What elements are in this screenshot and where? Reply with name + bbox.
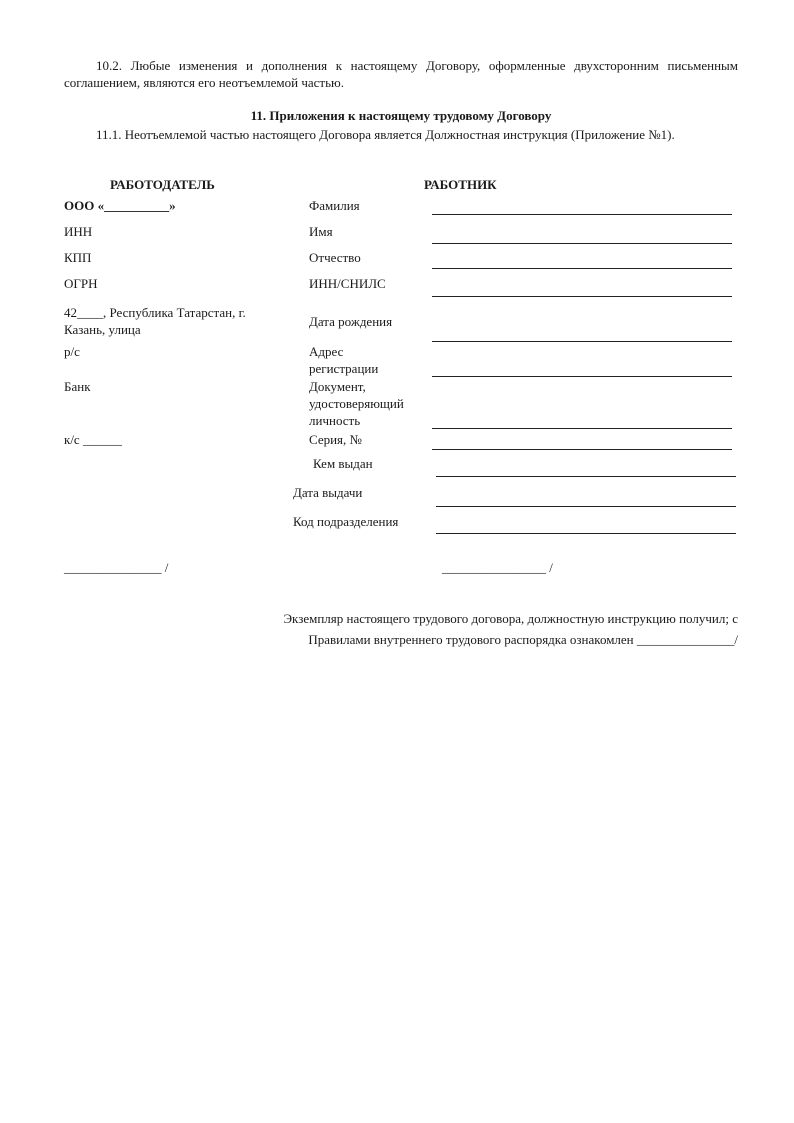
label-id-doc-line1: Документ,: [309, 379, 366, 394]
clause-11-1: 11.1. Неотъемлемой частью настоящего Договора является Должностная инструкция (Приложение №1).: [96, 127, 675, 142]
employer-ogrn: ОГРН: [64, 276, 98, 291]
employer-kpp: КПП: [64, 250, 92, 265]
fill-line-issue-date: [436, 506, 736, 507]
fill-line-patronymic: [432, 268, 732, 269]
employer-address-line2: Казань, улица: [64, 322, 141, 337]
label-reg-address-line1: Адрес: [309, 344, 344, 359]
employee-signature: ________________ /: [442, 560, 553, 575]
label-series-number: Серия, №: [309, 432, 362, 447]
fill-line-reg-address: [432, 376, 732, 377]
employee-heading: РАБОТНИК: [424, 177, 497, 192]
fill-line-surname: [432, 214, 732, 215]
fill-line-id-doc: [432, 428, 732, 429]
fill-line-birth-date: [432, 341, 732, 342]
employer-company-name: ООО «__________»: [64, 198, 176, 213]
fill-line-division-code: [436, 533, 736, 534]
label-birth-date: Дата рождения: [309, 314, 393, 329]
fill-line-inn-snils: [432, 296, 732, 297]
label-patronymic: Отчество: [309, 250, 361, 265]
label-id-doc-line2: удостоверяющий: [309, 396, 404, 411]
acknowledgement-line1: Экземпляр настоящего трудового договора, должностную инструкцию получил; с: [283, 611, 738, 626]
employer-inn: ИНН: [64, 224, 93, 239]
acknowledgement-line2: Правилами внутреннего трудового распорядка ознакомлен _______________/: [308, 632, 738, 647]
fill-line-issued-by: [436, 476, 736, 477]
fill-line-name: [432, 243, 732, 244]
clause-10-2: 10.2. Любые изменения и дополнения к настоящему Договору, оформленные двухсторонним письменным соглашением, являются его неотъемлемой частью.: [64, 58, 738, 90]
label-reg-address-line2: регистрации: [309, 361, 379, 376]
employer-heading: РАБОТОДАТЕЛЬ: [110, 177, 215, 192]
employer-bank: Банк: [64, 379, 91, 394]
employer-address-line1: 42____, Республика Татарстан, г.: [64, 305, 246, 320]
label-inn-snils: ИНН/СНИЛС: [309, 276, 386, 291]
label-id-doc-line3: личность: [309, 413, 361, 428]
label-name: Имя: [309, 224, 333, 239]
employer-corr-account: к/с ______: [64, 432, 122, 447]
label-issue-date: Дата выдачи: [293, 485, 363, 500]
label-issued-by: Кем выдан: [313, 456, 373, 471]
label-division-code: Код подразделения: [293, 514, 399, 529]
employer-account: р/с: [64, 344, 80, 359]
label-surname: Фамилия: [309, 198, 360, 213]
fill-line-series-number: [432, 449, 732, 450]
section-11-title: 11. Приложения к настоящему трудовому Договору: [250, 108, 552, 123]
employer-signature: _______________ /: [64, 560, 169, 575]
